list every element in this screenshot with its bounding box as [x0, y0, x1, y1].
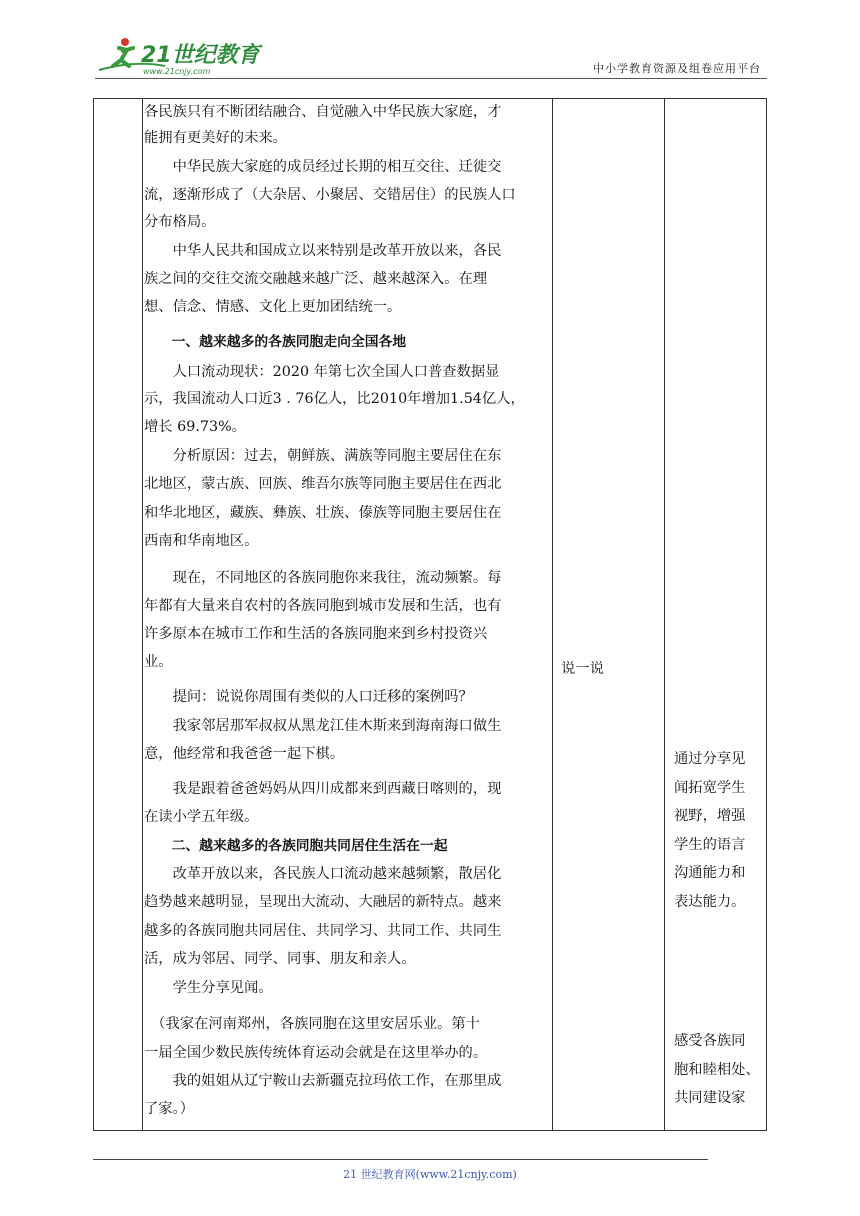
content-line: 增长 69.73%。 — [144, 419, 246, 435]
section-heading: 二、越来越多的各族同胞共同居住生活在一起 — [144, 838, 448, 854]
footer-divider — [93, 1159, 708, 1160]
content-line: 人口流动现状：2020 年第七次全国人口普查数据显 — [144, 364, 500, 380]
content-line: 族之间的交往交流交融越来越广泛、越来越深入。在理 — [144, 271, 488, 287]
intent-line: 学生的语言 — [674, 836, 746, 853]
intent-line: 视野，增强 — [674, 808, 746, 824]
content-line: 越多的各族同胞共同居住、共同学习、共同工作、共同生 — [144, 923, 502, 939]
content-line: 分析原因：过去，朝鲜族、满族等同胞主要居住在东 — [144, 448, 502, 464]
content-line: 示，我国流动人口近3 . 76亿人，比2010年增加1.54亿人， — [144, 391, 525, 407]
content-line: 现在，不同地区的各族同胞你来我往，流动频繁。每 — [144, 570, 502, 586]
content-line: 中华民族大家庭的成员经过长期的相互交往、迁徙交 — [144, 159, 502, 175]
content-line: 一届全国少数民族传统体育运动会就是在这里举办的。 — [144, 1045, 488, 1061]
column-divider — [142, 99, 143, 1130]
content-line: 我家邻居那军叔叔从黑龙江佳木斯来到海南海口做生 — [144, 718, 502, 734]
intent-line: 闻拓宽学生 — [674, 779, 746, 796]
content-line: 中华人民共和国成立以来特别是改革开放以来，各民 — [144, 243, 502, 259]
svg-text:21世纪教育: 21世纪教育 — [141, 43, 260, 68]
intent-line: 通过分享见 — [674, 751, 746, 767]
content-line: 在读小学五年级。 — [144, 809, 259, 825]
activity-cell: 说一说 — [561, 661, 604, 677]
intent-line: 沟通能力和 — [674, 865, 746, 881]
column-divider — [552, 99, 553, 1130]
lesson-table — [93, 98, 767, 1131]
intent-line: 胞和睦相处、 — [674, 1061, 760, 1078]
content-line: 我是跟着爸爸妈妈从四川成都来到西藏日喀则的，现 — [144, 781, 502, 797]
intent-line: 共同建设家 — [674, 1090, 746, 1106]
intent-line: 表达能力。 — [674, 893, 746, 910]
content-line: 能拥有更美好的未来。 — [144, 130, 287, 146]
page-header — [95, 32, 765, 78]
content-line: 北地区，蒙古族、回族、维吾尔族等同胞主要居住在西北 — [144, 476, 502, 492]
content-line: （我家在河南郑州，各族同胞在这里安居乐业。第十 — [144, 1016, 480, 1032]
content-line: 想、信念、情感、文化上更加团结统一。 — [144, 299, 402, 315]
intent-line: 感受各族同 — [674, 1033, 746, 1049]
page-footer: 21 世纪教育网(www.21cnjy.com) — [343, 1168, 517, 1181]
content-line: 改革开放以来，各民族人口流动越来越频繁，散居化 — [144, 866, 502, 882]
section-heading: 一、越来越多的各族同胞走向全国各地 — [144, 334, 407, 350]
header-divider — [95, 78, 767, 79]
column-divider — [664, 99, 665, 1130]
svg-text:www.21cnjy.com: www.21cnjy.com — [143, 67, 211, 76]
content-line: 业。 — [144, 654, 173, 670]
content-line: 意，他经常和我爸爸一起下棋。 — [144, 746, 345, 762]
content-line: 学生分享见闻。 — [144, 980, 273, 996]
content-line: 西南和华南地区。 — [144, 533, 259, 549]
content-line: 我的姐姐从辽宁鞍山去新疆克拉玛依工作，在那里成 — [144, 1073, 502, 1089]
content-line: 趋势越来越明显，呈现出大流动、大融居的新特点。越来 — [144, 894, 502, 910]
content-line: 各民族只有不断团结融合、自觉融入中华民族大家庭，才 — [144, 104, 502, 120]
content-line: 提问：说说你周围有类似的人口迁移的案例吗？ — [144, 689, 473, 705]
content-line: 许多原本在城市工作和生活的各族同胞来到乡村投资兴 — [144, 626, 488, 642]
content-line: 分布格局。 — [144, 214, 216, 230]
header-tagline: 中小学教育资源及组卷应用平台 — [593, 62, 761, 75]
content-line: 活，成为邻居、同学、同事、朋友和亲人。 — [144, 951, 416, 967]
site-logo — [95, 36, 265, 76]
content-line: 和华北地区，藏族、彝族、壮族、傣族等同胞主要居住在 — [144, 505, 502, 521]
content-line: 了家。） — [144, 1101, 195, 1117]
content-line: 年都有大量来自农村的各族同胞到城市发展和生活，也有 — [144, 598, 502, 614]
content-line: 流，逐渐形成了（大杂居、小聚居、交错居住）的民族人口 — [144, 187, 516, 203]
